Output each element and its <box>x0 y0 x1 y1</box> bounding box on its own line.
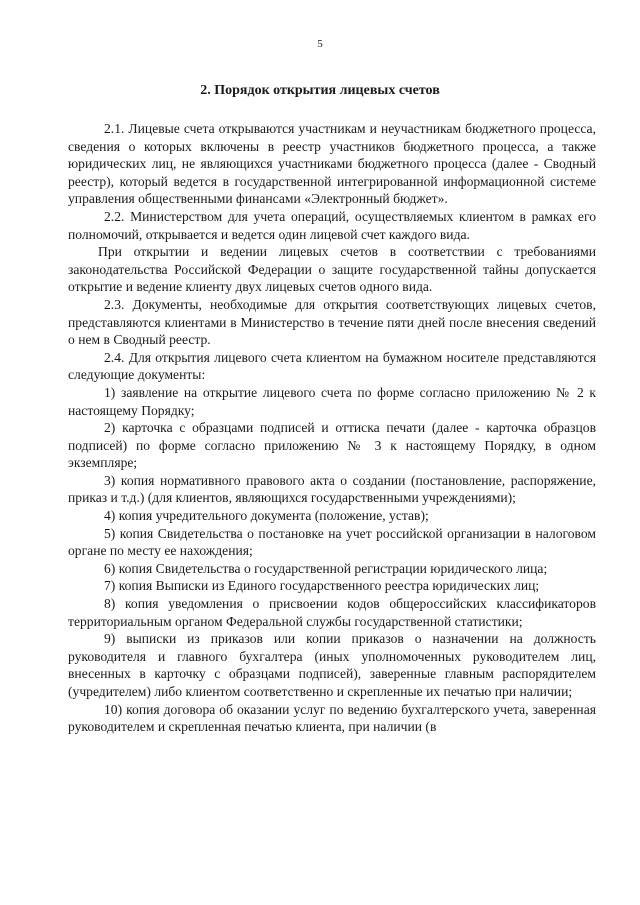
paragraph-2-2: 2.2. Министерством для учета операций, осуществляемых клиентом в рамках его полномочий, открывается и ведется один лицевой счет каждого вида. <box>68 208 596 242</box>
list-item-3: 3) копия нормативного правового акта о создании (постановление, распоряжение, приказ и т.д.) (для клиентов, являющихся государственными учреждениями); <box>68 472 596 506</box>
list-item-10: 10) копия договора об оказании услуг по ведению бухгалтерского учета, заверенная руководителем и скрепленная печатью клиента, при наличии (в <box>68 701 596 735</box>
section-title: 2. Порядок открытия лицевых счетов <box>200 83 440 98</box>
list-item-8: 8) копия уведомления о присвоении кодов общероссийских классификаторов территориальным органом Федеральной службы государственной статистики; <box>68 596 596 629</box>
paragraph-state-secret: При открытии и ведении лицевых счетов в соответствии с требованиями законодательства Российской Федерации о защите государственной тайны допускается открытие и ведение клиенту двух лицевых счетов одного вида. <box>68 244 596 295</box>
list-item-4: 4) копия учредительного документа (положение, устав); <box>104 508 429 524</box>
list-item-1: 1) заявление на открытие лицевого счета по форме согласно приложению № 2 к настоящему Порядку; <box>68 384 596 418</box>
list-item-2: 2) карточка с образцами подписей и оттиска печати (далее - карточка образцов подписей) по форме согласно приложению № 3 к настоящему Порядку, в одном экземпляре; <box>68 420 596 471</box>
page-number: 5 <box>317 38 323 50</box>
list-item-7: 7) копия Выписки из Единого государственного реестра юридических лиц; <box>104 578 540 594</box>
list-item-9: 9) выписки из приказов или копии приказов о назначении на должность руководителя и главного бухгалтера (иных уполномоченных руководителем лиц, внесенных в карточку с образцами подписей), заверенные главным распорядителем (учредителем) либо клиентом соответственно и скрепленные их печатью при наличии; <box>68 631 596 699</box>
paragraph-2-1: 2.1. Лицевые счета открываются участникам и неучастникам бюджетного процесса, сведения о которых включены в реестр участников бюджетного процесса, а также юридических лиц, не являющихся участниками бюджетного процесса (далее - Сводный реестр), который ведется в государственной интегрированной информационной системе управления общественными финансами «Электронный бюджет». <box>68 121 596 207</box>
list-item-6: 6) копия Свидетельства о государственной регистрации юридического лица; <box>104 560 548 576</box>
list-item-5: 5) копия Свидетельства о постановке на учет российской организации в налоговом органе по месту ее нахождения; <box>68 525 596 559</box>
paragraph-2-3: 2.3. Документы, необходимые для открытия соответствующих лицевых счетов, представляются клиентами в Министерство в течение пяти дней после внесения сведений о нем в Сводный реестр. <box>68 296 596 348</box>
document-body <box>68 120 596 736</box>
paragraph-2-4: 2.4. Для открытия лицевого счета клиентом на бумажном носителе представляются следующие документы: <box>68 349 596 383</box>
